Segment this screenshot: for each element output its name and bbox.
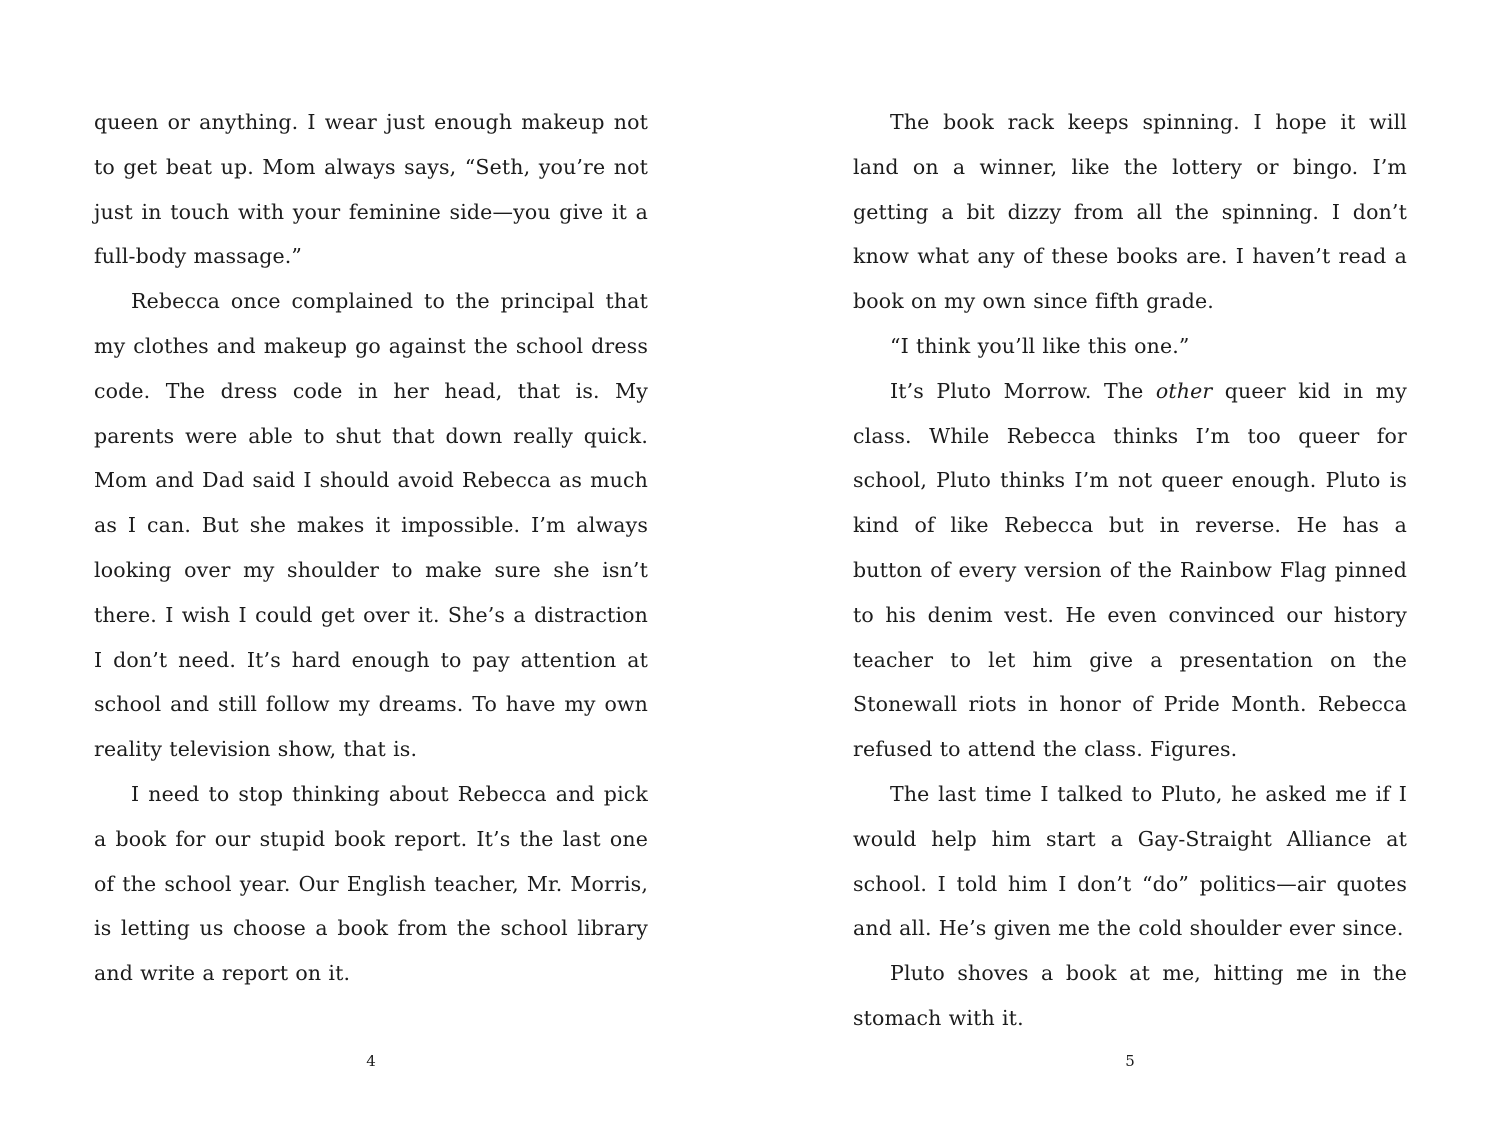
left-page <box>94 100 648 1100</box>
text-run: It’s Pluto Morrow. The <box>890 378 1156 403</box>
right-page-text <box>853 100 1407 1041</box>
paragraph: The last time I talked to Pluto, he asked me if I would help him start a Gay-Straight Alliance at school. I told him I don’t “do” politics—air quotes and all. He’s given me the cold shoulder ever since. <box>853 781 1407 941</box>
paragraph: Pluto shoves a book at me, hitting me in the stomach with it. <box>853 961 1407 1030</box>
paragraph: I need to stop thinking about Rebecca and pick a book for our stupid book report. It’s the last one of the school year. Our English teacher, Mr. Morris, is letting us choose a book from the school library and write a report on it. <box>94 781 648 986</box>
page-number-right: 5 <box>1125 1052 1135 1070</box>
paragraph: Rebecca once complained to the principal that my clothes and makeup go against the school dress code. The dress code in her head, that is. My parents were able to shut that down really quick. Mom and Dad said I should avoid Rebecca as much as I can. But she makes it impossible. I’m always looking over my shoulder to make sure she isn’t there. I wish I could get over it. She’s a distraction I don’t need. It’s hard enough to pay attention at school and still follow my dreams. To have my own reality television show, that is. <box>94 289 648 762</box>
paragraph: “I think you’ll like this one.” <box>890 333 1190 358</box>
text-run: queer kid in my class. While Rebecca thinks I’m too queer for school, Pluto thinks I’m not queer enough. Pluto is kind of like Rebecca but in reverse. He has a button of every version of the Rainbow Flag pinned to his denim vest. He even convinced our history teacher to let him give a presentation on the Stonewall riots in honor of Pride Month. Rebecca refused to attend the class. Figures. <box>853 378 1407 762</box>
italic-word: other <box>1155 378 1213 403</box>
paragraph: The book rack keeps spinning. I hope it will land on a winner, like the lottery or bingo. I’m getting a bit dizzy from all the spinning. I don’t know what any of these books are. I haven’t read a book on my own since fifth grade. <box>853 110 1407 314</box>
right-page <box>853 100 1407 1100</box>
left-page-text <box>94 100 648 996</box>
paragraph-with-italic <box>853 369 1407 772</box>
paragraph: queen or anything. I wear just enough makeup not to get beat up. Mom always says, “Seth, you’re not just in touch with your feminine side—you give it a full-body massage.” <box>94 110 648 269</box>
page-number-left: 4 <box>366 1052 376 1070</box>
